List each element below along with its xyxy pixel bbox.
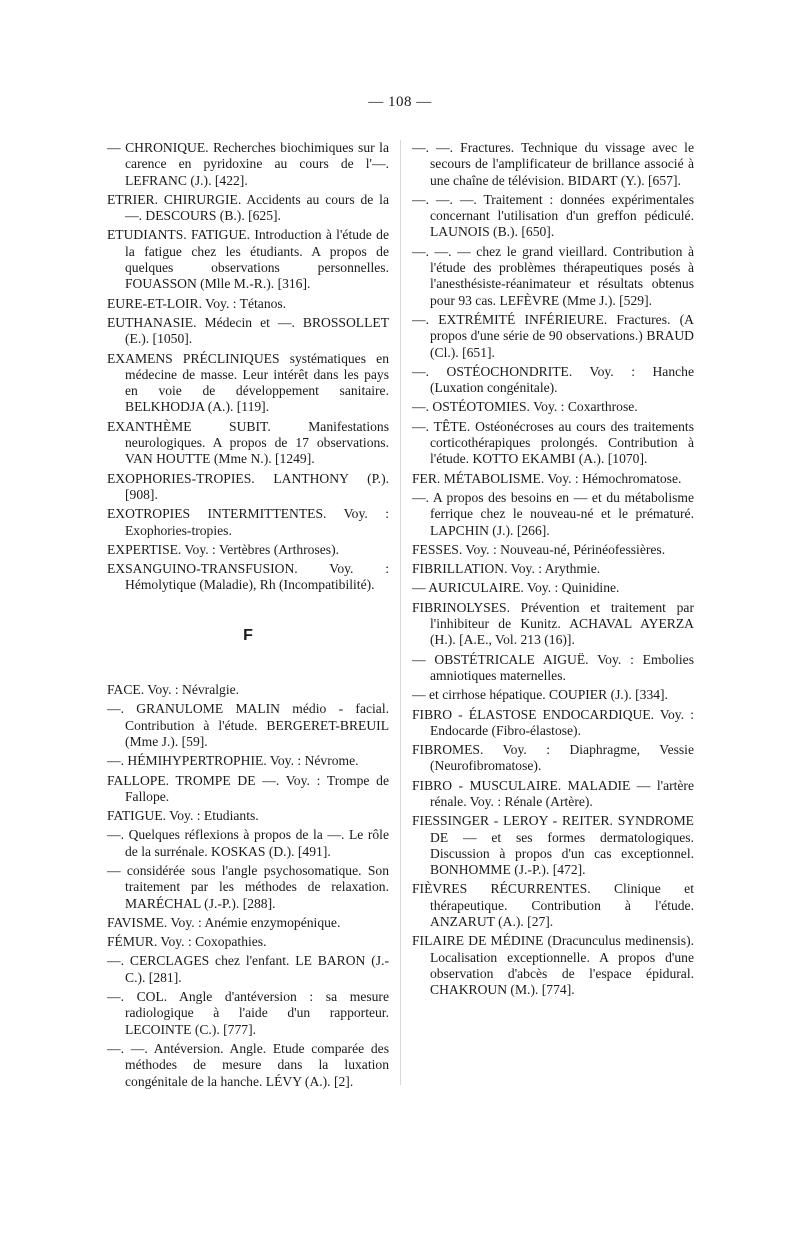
index-entry: —. —. —. Traitement : données expérimentales concernant l'utilisation d'un greffon pédiculé. LAUNOIS (B.). [650]. bbox=[412, 191, 694, 240]
index-entry: ETUDIANTS. FATIGUE. Introduction à l'étude de la fatigue chez les étudiants. A propos de quelques observations personnelles. FOUASSON (Mlle M.-R.). [316]. bbox=[107, 227, 389, 292]
column-divider bbox=[400, 140, 401, 1085]
index-entry: EXANTHÈME SUBIT. Manifestations neurologiques. A propos de 17 observations. VAN HOUTTE (Mme N.). [1249]. bbox=[107, 418, 389, 467]
index-entry: —. —. — chez le grand vieillard. Contribution à l'étude des problèmes thérapeutiques posés à l'anesthésiste-réanimateur et résultats obtenus pour 93 cas. LEFÈVRE (Mme J.). [529]. bbox=[412, 243, 694, 308]
index-entry: ETRIER. CHIRURGIE. Accidents au cours de la —. DESCOURS (B.). [625]. bbox=[107, 191, 389, 224]
index-entry: FILAIRE DE MÉDINE (Dracunculus medinensis). Localisation exceptionnelle. A propos d'une observation d'abcès de l'espace épidural. CHAKROUN (M.). [774]. bbox=[412, 933, 694, 998]
right-column bbox=[412, 140, 694, 1002]
index-entry: FIBRINOLYSES. Prévention et traitement par l'inhibiteur de Kunitz. ACHAVAL AYERZA (H.). [A.E., Vol. 213 (16)]. bbox=[412, 599, 694, 648]
index-entry: —. TÊTE. Ostéonécroses au cours des traitements corticothérapiques prolongés. Contribution à l'étude. KOTTO EKAMBI (A.). [1070]. bbox=[412, 418, 694, 467]
index-entry: —. OSTÉOTOMIES. Voy. : Coxarthrose. bbox=[412, 399, 638, 415]
index-entry: EXPERTISE. Voy. : Vertèbres (Arthroses). bbox=[107, 541, 340, 557]
index-entry: EXOPHORIES-TROPIES. LANTHONY (P.). [908]. bbox=[107, 470, 389, 502]
index-entry: FACE. Voy. : Névralgie. bbox=[107, 682, 240, 698]
left-column bbox=[107, 140, 389, 1093]
index-entry: FAVISME. Voy. : Anémie enzymopénique. bbox=[107, 914, 341, 930]
index-entry: —. —. Antéversion. Angle. Etude comparée des méthodes de mesure dans la luxation congénitale de la hanche. LÉVY (A.). [2]. bbox=[107, 1040, 389, 1089]
index-entry: FIÈVRES RÉCURRENTES. Clinique et thérapeutique. Contribution à l'étude. ANZARUT (A.). [27]. bbox=[412, 881, 694, 930]
index-entry: EXSANGUINO-TRANSFUSION. Voy. : Hémolytique (Maladie), Rh (Incompatibilité). bbox=[107, 561, 389, 593]
section-letter-heading: F bbox=[243, 626, 253, 644]
index-entry: EURE-ET-LOIR. Voy. : Tétanos. bbox=[107, 295, 287, 311]
index-entry: EUTHANASIE. Médecin et —. BROSSOLLET (E.). [1050]. bbox=[107, 314, 389, 347]
index-entry: FALLOPE. TROMPE DE —. Voy. : Trompe de Fallope. bbox=[107, 772, 389, 804]
left-bottom-entries bbox=[107, 682, 389, 1090]
index-entry: FIBROMES. Voy. : Diaphragme, Vessie (Neurofibromatose). bbox=[412, 742, 694, 774]
index-entry: —. GRANULOME MALIN médio - facial. Contribution à l'étude. BERGERET-BREUIL (Mme J.). [59]. bbox=[107, 701, 389, 749]
index-entry: —. EXTRÉMITÉ INFÉRIEURE. Fractures. (A propos d'une série de 90 observations.) BRAUD (Cl.). [651]. bbox=[412, 311, 694, 360]
index-entry: —. —. Fractures. Technique du vissage avec le secours de l'amplificateur de brillance associé à une chaîne de télévision. BIDART (Y.). [657]. bbox=[412, 140, 694, 188]
page-number: — 108 — bbox=[368, 94, 432, 110]
index-entry: FIESSINGER - LEROY - REITER. SYNDROME DE — et ses formes dermatologiques. Discussion à propos d'un cas exceptionnel. BONHOMME (J.-P.). [472]. bbox=[412, 813, 694, 878]
index-entry: —. COL. Angle d'antéversion : sa mesure radiologique à l'aide d'un rapporteur. LECOINTE (C.). [777]. bbox=[107, 989, 389, 1037]
left-top-entries bbox=[107, 140, 389, 594]
index-entry: FÉMUR. Voy. : Coxopathies. bbox=[107, 934, 267, 950]
index-entry: FESSES. Voy. : Nouveau-né, Périnéofessières. bbox=[412, 541, 666, 557]
index-entry: EXOTROPIES INTERMITTENTES. Voy. : Exophories-tropies. bbox=[107, 506, 389, 538]
index-entry: — AURICULAIRE. Voy. : Quinidine. bbox=[412, 580, 620, 596]
index-entry: FIBRILLATION. Voy. : Arythmie. bbox=[412, 561, 601, 577]
index-entry: EXAMENS PRÉCLINIQUES systématiques en médecine de masse. Leur intérêt dans les pays en voie de développement sanitaire. BELKHODJA (A.). [119]. bbox=[107, 350, 389, 415]
index-entry: FIBRO - ÉLASTOSE ENDOCARDIQUE. Voy. : Endocarde (Fibro-élastose). bbox=[412, 706, 694, 738]
index-entry: —. CERCLAGES chez l'enfant. LE BARON (J.-C.). [281]. bbox=[107, 953, 389, 985]
index-entry: FIBRO - MUSCULAIRE. MALADIE — l'artère rénale. Voy. : Rénale (Artère). bbox=[412, 777, 694, 809]
index-entry: —. HÉMIHYPERTROPHIE. Voy. : Névrome. bbox=[107, 753, 359, 769]
index-entry: FER. MÉTABOLISME. Voy. : Hémochromatose. bbox=[412, 470, 682, 486]
index-entry: —. Quelques réflexions à propos de la —. Le rôle de la surrénale. KOSKAS (D.). [491]. bbox=[107, 827, 389, 859]
index-entry: FATIGUE. Voy. : Etudiants. bbox=[107, 808, 259, 824]
index-entry: —. OSTÉOCHONDRITE. Voy. : Hanche (Luxation congénitale). bbox=[412, 363, 694, 396]
index-entry: — OBSTÉTRICALE AIGUË. Voy. : Embolies amniotiques maternelles. bbox=[412, 651, 694, 683]
index-entry: —. A propos des besoins en — et du métabolisme ferrique chez le nouveau-né et le prématuré. LAPCHIN (J.). [266]. bbox=[412, 489, 694, 538]
index-entry: — CHRONIQUE. Recherches biochimiques sur la carence en pyridoxine au cours de l'—. LEFRANC (J.). [422]. bbox=[107, 140, 389, 188]
index-entry: — considérée sous l'angle psychosomatique. Son traitement par les méthodes de relaxation. MARÉCHAL (J.-P.). [288]. bbox=[107, 862, 389, 911]
index-entry: — et cirrhose hépatique. COUPIER (J.). [334]. bbox=[412, 687, 668, 703]
